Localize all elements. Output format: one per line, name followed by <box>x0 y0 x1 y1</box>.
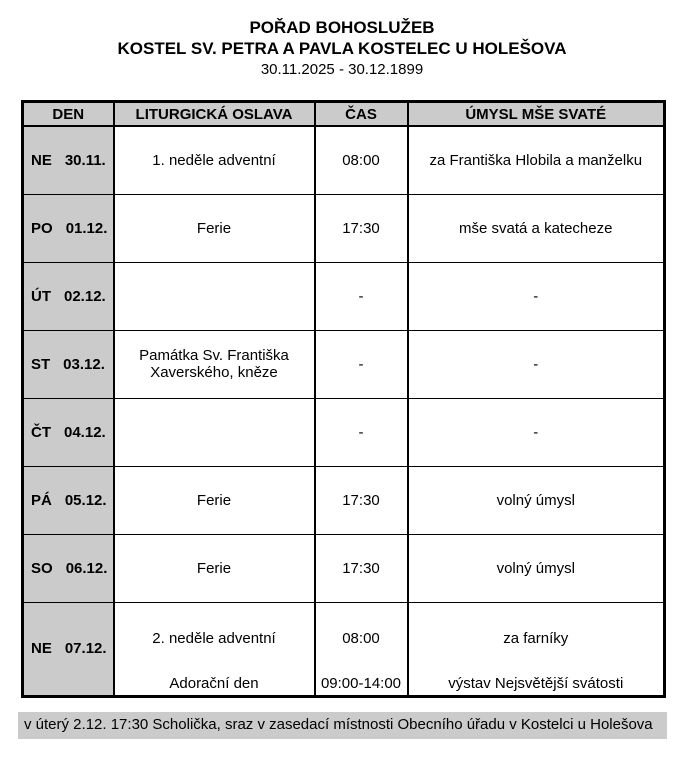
table-row <box>23 466 665 534</box>
day-cell <box>23 466 114 534</box>
time-line-1: 08:00 <box>342 629 380 647</box>
day-abbr: ÚT <box>31 287 51 305</box>
time-cell: - <box>315 262 408 330</box>
day-cell <box>23 602 114 696</box>
time-cell: 17:30 <box>315 194 408 262</box>
day-date: 01.12. <box>65 219 108 237</box>
table-row <box>23 398 665 466</box>
footer-note: v úterý 2.12. 17:30 Scholička, sraz v zasedací místnosti Obecního úřadu v Kostelci u Holešova <box>18 712 667 739</box>
day-date: 03.12. <box>63 355 105 373</box>
day-date: 07.12. <box>64 640 107 657</box>
table-row <box>23 262 665 330</box>
day-cell <box>23 194 114 262</box>
column-header-umysl: ÚMYSL MŠE SVATÉ <box>408 102 665 127</box>
celebration-cell: Ferie <box>114 194 315 262</box>
intention-cell <box>408 602 665 696</box>
day-date: 05.12. <box>64 491 107 509</box>
day-abbr: ST <box>31 355 51 373</box>
intention-cell: volný úmysl <box>408 534 665 602</box>
page-title: POŘAD BOHOSLUŽEB <box>249 18 435 37</box>
day-abbr: SO <box>31 559 53 577</box>
intention-cell: za Františka Hlobila a manželku <box>408 126 665 194</box>
day-abbr: NE <box>31 640 52 657</box>
day-cell <box>23 398 114 466</box>
document-header <box>0 0 684 80</box>
day-cell <box>23 534 114 602</box>
intention-cell: - <box>408 398 665 466</box>
column-header-liturgicka-oslava: LITURGICKÁ OSLAVA <box>114 102 315 127</box>
celebration-cell: Památka Sv. Františka Xaverského, kněze <box>114 330 315 398</box>
table-row <box>23 602 665 696</box>
time-cell: 17:30 <box>315 466 408 534</box>
table-header-row <box>23 102 665 127</box>
intention-cell: mše svatá a katecheze <box>408 194 665 262</box>
intention-line-2: výstav Nejsvětější svátosti <box>448 674 624 692</box>
day-cell <box>23 330 114 398</box>
day-abbr: ČT <box>31 423 51 441</box>
intention-cell: volný úmysl <box>408 466 665 534</box>
celebration-cell: 1. neděle adventní <box>114 126 315 194</box>
day-cell <box>23 262 114 330</box>
celebration-cell <box>114 398 315 466</box>
celebration-cell <box>114 602 315 696</box>
time-cell: 08:00 <box>315 126 408 194</box>
celebration-cell: Ferie <box>114 534 315 602</box>
celebration-cell: Ferie <box>114 466 315 534</box>
day-abbr: PO <box>31 219 53 237</box>
table-row <box>23 330 665 398</box>
table-row <box>23 126 665 194</box>
time-line-2: 09:00-14:00 <box>320 674 402 692</box>
date-range: 30.11.2025 - 30.12.1899 <box>260 61 424 78</box>
table-row <box>23 194 665 262</box>
time-cell <box>315 602 408 696</box>
time-cell: - <box>315 398 408 466</box>
intention-cell: - <box>408 330 665 398</box>
schedule-table <box>21 100 666 698</box>
day-abbr: PÁ <box>31 491 52 509</box>
day-date: 06.12. <box>65 559 108 577</box>
time-cell: - <box>315 330 408 398</box>
time-cell: 17:30 <box>315 534 408 602</box>
day-abbr: NE <box>31 151 52 169</box>
column-header-cas: ČAS <box>315 102 408 127</box>
column-header-den: DEN <box>23 102 114 127</box>
celebration-line-2: Adorační den <box>169 674 259 692</box>
day-cell <box>23 126 114 194</box>
day-date: 04.12. <box>64 423 106 441</box>
celebration-cell <box>114 262 315 330</box>
page-subtitle: KOSTEL SV. PETRA A PAVLA KOSTELEC U HOLEŠOVA <box>117 39 567 58</box>
day-date: 02.12. <box>64 287 106 305</box>
intention-line-1: za farníky <box>503 629 569 647</box>
intention-cell: - <box>408 262 665 330</box>
table-row <box>23 534 665 602</box>
celebration-line-1: 2. neděle adventní <box>152 629 276 647</box>
day-date: 30.11. <box>64 151 106 169</box>
